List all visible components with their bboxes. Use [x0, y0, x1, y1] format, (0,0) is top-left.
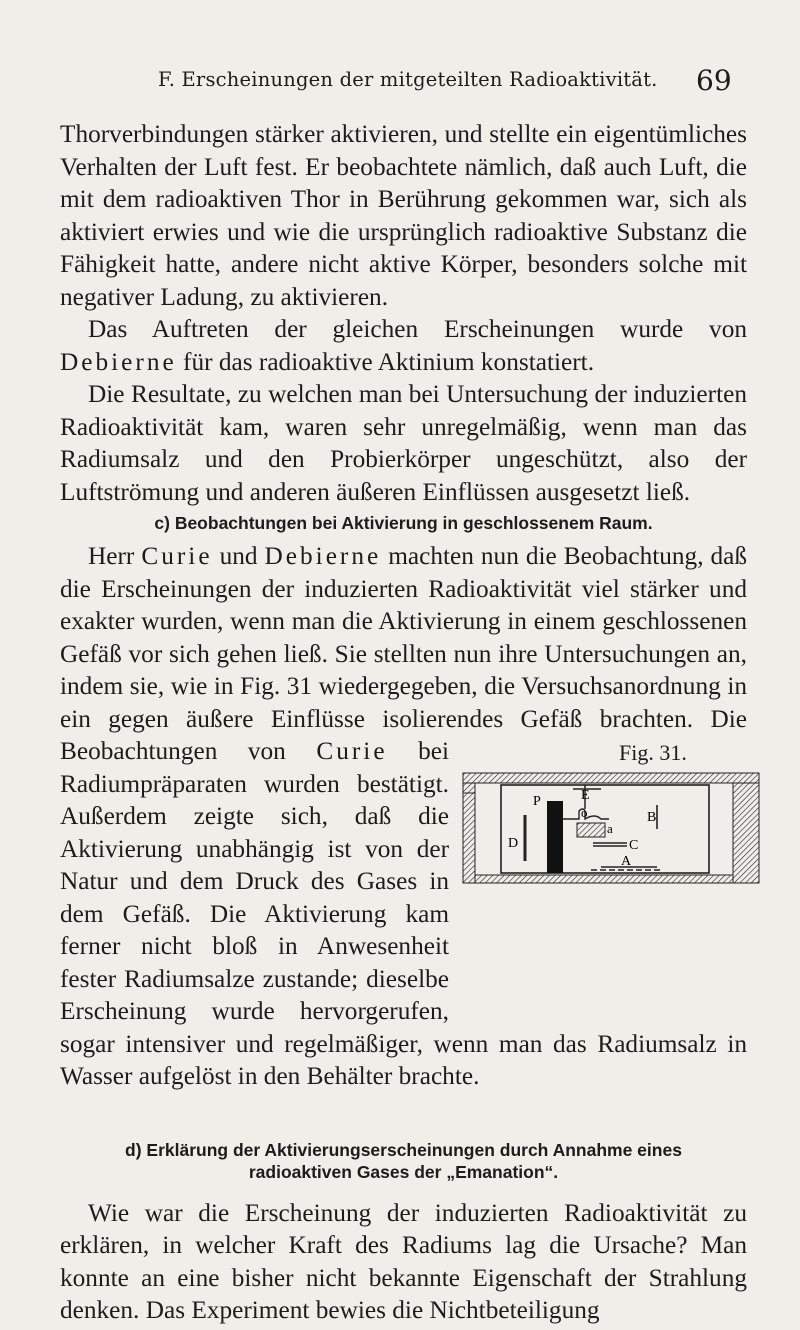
figure-caption: Fig. 31.	[619, 740, 687, 765]
apparatus-diagram	[461, 771, 761, 903]
plate-C	[593, 843, 627, 846]
paragraph-resultate: Die Resultate, zu welchen man bei Untersuchung der induzierten Radioaktivität kam, waren sehr unregelmäßig, wenn man das Radiumsalz und den Probierkörper ungeschützt, also der Luftströmung und anderen äußeren Einflüssen ausgesetzt ließ.	[60, 380, 747, 506]
page-number: 69	[696, 64, 732, 97]
figure-31	[461, 737, 779, 1009]
text-span: bei Radiumpräparaten wurden bestätigt. Außerdem zeigte sich, daß die Aktivierung unabhängig ist von der Natur und dem Druck des Gases in dem Gefäß. Die Aktivierung kam ferner nicht bloß in Anwesenheit fester Radiumsalze zustande; dieselbe Erscheinung wurde hervorgerufen, sogar intensiver und regelmäßiger, wenn man das Radiumsalz in Wasser aufgelöst in den Behälter brachte.	[60, 737, 747, 1090]
text-span: für das radioaktive Aktinium konstatiert.	[183, 347, 595, 376]
label-P: P	[533, 794, 541, 809]
label-a: a	[607, 821, 613, 836]
author-debierne: Debierne	[60, 347, 177, 376]
label-E: E	[581, 788, 590, 803]
author-curie: Curie	[141, 542, 213, 570]
section-heading-d: d) Erklärung der Aktivierungserscheinungen durch Annahme eines radioaktiven Gases der „Emanation“.	[125, 1139, 682, 1182]
label-o: o	[581, 805, 588, 820]
running-header	[0, 62, 800, 102]
paragraph-thor: Thorverbindungen stärker aktivieren, und stellte ein eigentümliches Verhalten der Luft fest. Er beobachtete nämlich, daß auch Luft, die mit dem radioaktiven Thor in Berührung gekommen war, sich als aktiviert erwies und wie die ursprünglich radioaktive Substanz die Fähigkeit hatte, andere nicht aktive Körper, besonders solche mit negativer Ladung, zu aktivieren.	[60, 120, 747, 311]
label-A: A	[621, 854, 632, 869]
paragraph-erklaerung: Wie war die Erscheinung der induzierten Radioaktivität zu erklären, in welcher Kraft des Radiums lag die Ursache? Man konnte an eine bisher nicht bekannte Eigenschaft der Strahlung denken. Das Experiment bewies die Nichtbeteiligung	[60, 1198, 747, 1324]
text-span: Herr	[88, 542, 135, 570]
running-title: F. Erscheinungen der mitgeteilten Radioaktivität.	[158, 68, 658, 91]
label-C: C	[629, 838, 639, 853]
label-D: D	[508, 836, 519, 851]
text-span: und	[219, 542, 258, 570]
author-curie: Curie	[316, 737, 388, 765]
paragraph-curie-debierne	[60, 540, 747, 1093]
text-span: machten nun die Beobachtung, daß die Erscheinungen der induzierten Radioaktivität viel stärker und exakter wurden, wenn man die Aktivierung in einem geschlossenen Gefäß vor sich gehen ließ. Sie stellten nun ihre Untersuchungen an, indem sie, wie in Fig. 31 wiedergegeben, die Versuchsanordnung in ein gegen äußere Einflüsse isolierendes Gefäß brachten. Die Beobachtungen von	[60, 542, 748, 765]
page-body	[60, 118, 747, 1327]
section-heading-c: c) Beobachtungen bei Aktivierung in geschlossenem Raum.	[154, 513, 653, 533]
label-B: B	[647, 810, 657, 825]
plate-P	[547, 801, 563, 873]
text-span: Das Auftreten der gleichen Erscheinungen wurde von	[88, 315, 747, 343]
author-debierne: Debierne	[264, 542, 382, 570]
paragraph-aktinium	[60, 313, 747, 378]
